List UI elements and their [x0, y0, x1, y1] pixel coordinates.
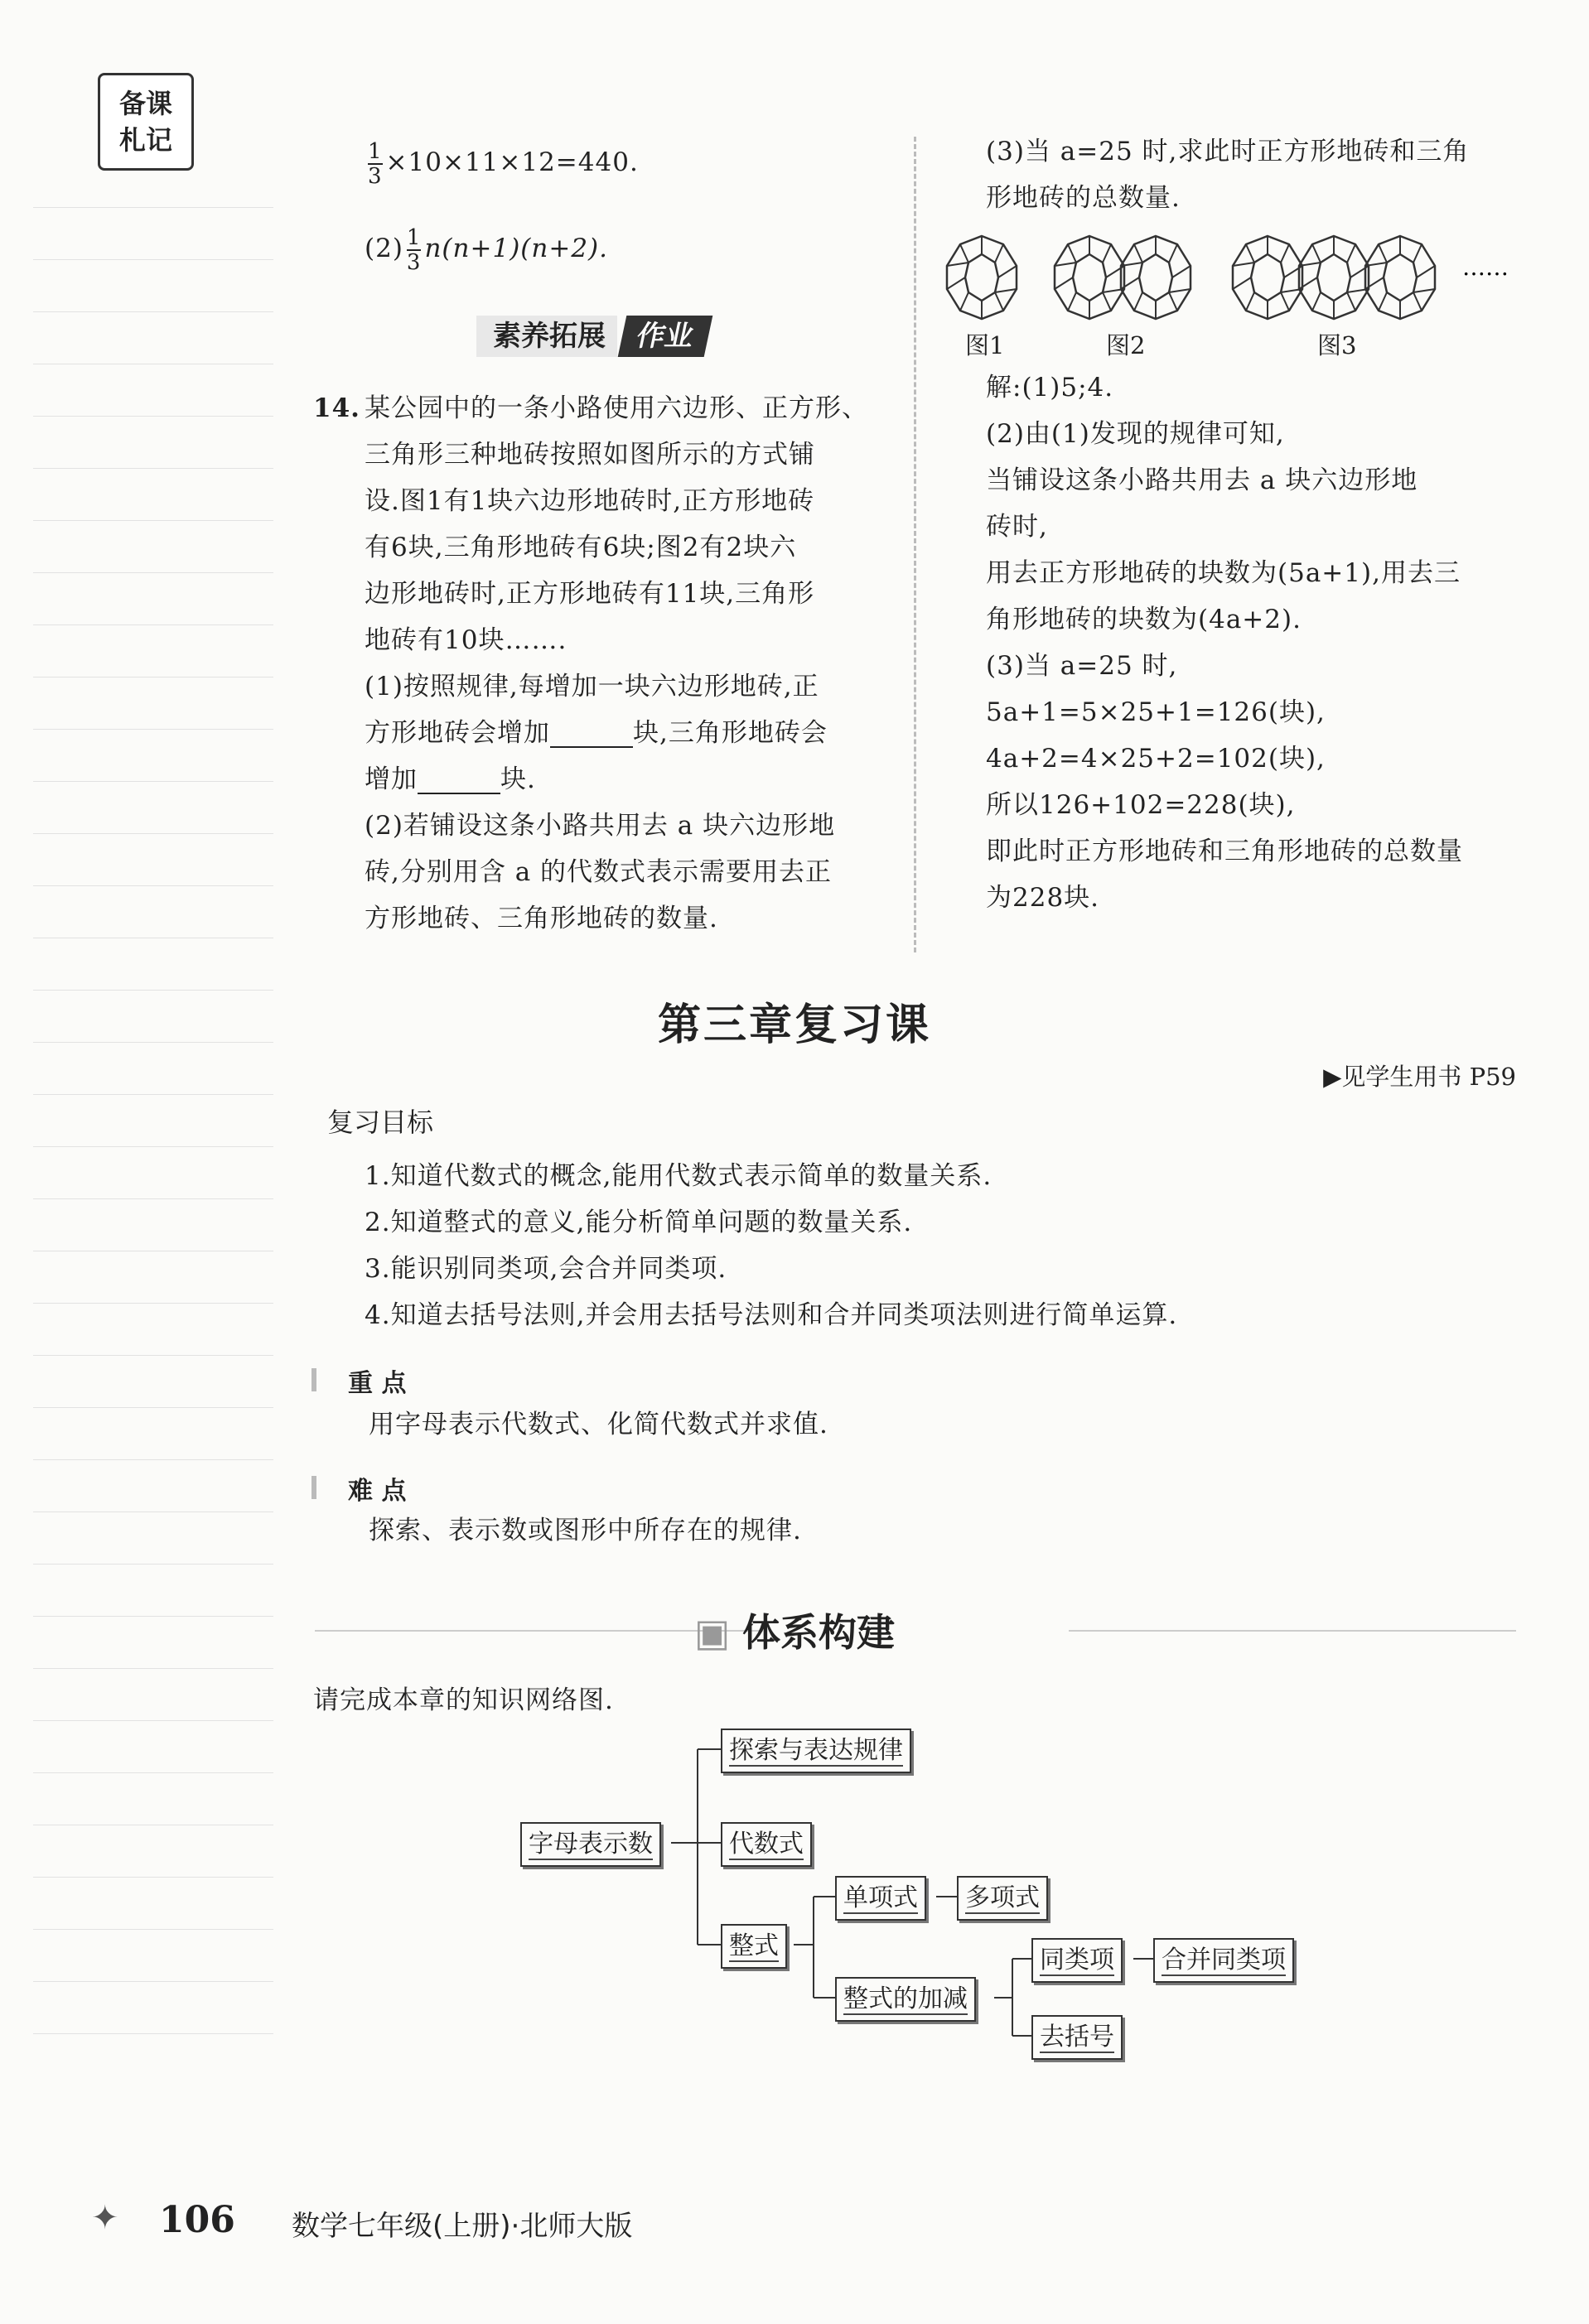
figure-label-3: 图3: [1317, 331, 1357, 359]
node-root: 字母表示数: [520, 1822, 661, 1867]
key-point-heading: 重 点: [348, 1369, 407, 1398]
node-combine-like-terms: 合并同类项: [1153, 1938, 1294, 1983]
badge-line2: 札记: [118, 124, 172, 156]
question-part3: (3)当 a=25 时,求此时正方形地砖和三角 形地砖的总数量.: [986, 137, 1470, 213]
node-remove-brackets: 去括号: [1031, 2015, 1123, 2060]
system-instruction: 请完成本章的知识网络图.: [313, 1685, 614, 1715]
banner-label: 素养拓展: [476, 316, 617, 357]
node-algebraic-expression: 代数式: [721, 1822, 812, 1867]
page-number: 106: [159, 2199, 235, 2241]
reference-link: ▶见学生用书 P59: [1323, 1063, 1516, 1091]
equation-2: (2) $\frac{1}{3}$ n(n+1)(n+2).: [365, 224, 608, 275]
key-point-text: 用字母表示代数式、化简代数式并求值.: [369, 1410, 828, 1439]
footer-ornament-icon: ✦: [91, 2199, 119, 2237]
node-polynomial: 整式: [721, 1924, 787, 1969]
question-number: 14.: [313, 393, 360, 423]
node-pattern: 探索与表达规律: [721, 1729, 911, 1773]
node-add-subtract: 整式的加减: [835, 1977, 976, 2022]
review-heading: 复习目标: [327, 1107, 434, 1138]
figure-ellipsis: ……: [1462, 253, 1509, 281]
book-title: 数学七年级(上册)·北师大版: [292, 2210, 633, 2243]
banner-tag: 作业: [618, 316, 713, 357]
solution-text: 解:(1)5;4. (2)由(1)发现的规律可知, 当铺设这条小路共用去 a 块六边形地 砖时, 用去正方形地砖的块数为(5a+1),用去三 角形地砖的块数为(4a+2). (3)当 a=25 时, 5a+1=5×25+1=126(块), 4a+2=4×25+2=102(块), 所以126+102=228(块), 即此时正方形地砖和三角形地砖的总数量 为228块.: [986, 373, 1463, 913]
difficulty-text: 探索、表示数或图形中所存在的规律.: [369, 1516, 802, 1545]
figure-label-1: 图1: [965, 331, 1005, 359]
figure-label-2: 图2: [1106, 331, 1146, 359]
blocks-icon: ▣: [693, 1610, 743, 1655]
chapter-title: 第三章复习课: [657, 1000, 931, 1050]
node-like-terms: 同类项: [1031, 1938, 1123, 1983]
badge-line1: 备课: [118, 88, 172, 119]
system-title: ▣ 体系构建: [693, 1610, 896, 1655]
node-multinomial: 多项式: [957, 1876, 1048, 1921]
question-text: 某公园中的一条小路使用六边形、正方形、 三角形三种地砖按照如图所示的方式铺 设.图1有1块六边形地砖时,正方形地砖 有6块,三角形地砖有6块;图2有2块六 边形地砖时,正方形地砖有11块,三角形 地砖有10块……. (1)按照规律,每增加一块六边形地砖,正 方形地砖会增加 块,三角形地砖会 增加 块. (2)若铺设这条小路共用去 a 块六边形地 砖,分别用含 a 的代数式表示需要用去正 方形地砖、三角形地砖的数量.: [365, 393, 868, 933]
difficulty-heading: 难 点: [348, 1477, 407, 1506]
node-monomial: 单项式: [835, 1876, 926, 1921]
review-goals: 1.知道代数式的概念,能用代数式表示简单的数量关系. 2.知道整式的意义,能分析简单问题的数量关系. 3.能识别同类项,会合并同类项. 4.知道去括号法则,并会用去括号法则和合并同类项法则进行简单运算.: [365, 1161, 1178, 1330]
equation-1: $\frac{1}{3}$ ×10×11×12=440.: [368, 138, 639, 189]
